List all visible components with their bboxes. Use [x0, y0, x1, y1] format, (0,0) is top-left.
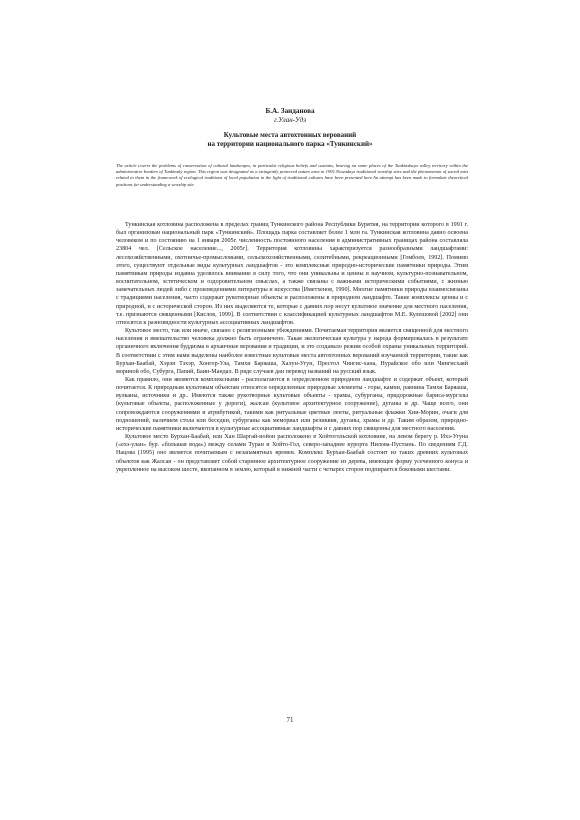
abstract: The article covers the problems of conservation of cultural landscapes, in particular religious beliefs and customs, bearing on some places of the Tunkinskaya valley territory within the administrative borders of Tunkinsky region. This region was designated as a stringently protected nature area in 1991.Nowadays traditional worship sites and the phenomenon of sacral mist related to them in the framework of ecological traditions of local population in the light of traditional cultures have been presented here.An attempt has been made to formulate theoretical positions for understanding a worship site.: [116, 163, 468, 187]
body-paragraph-2: Культовое место, так или иначе, связано с религиозными убеждениями. Почитаемая территория является священной для местного населения и вмешательство человека должно быть ограничено. Такая экологическая культура у народа формировалась в результате органичного включения буддизма в архаичные верования и традиции, и это создавало режим особой охраны уникальных территорий. В соответствии с этим нами выделены наиболее известные культовые места автохтонных верований изучаемой территории, такие как Бурхан-Баабай, Хэрэн Тэхэр, Хонгор-Ула, Тамхи Баряаша, Халун-Угун, Престол Чингис-хана, Нурайское обо или Чингисхаяй мориной обо, Субурга, Папий, Баин-Мандал. В ряде случаев дан перевод названий на русский язык.: [116, 328, 468, 375]
author-name: Б.А. Занданова: [265, 107, 315, 115]
body-paragraph-1: Тункинская котловина расположена в пределах границ Тункинского района Республики Бурятия, на территории которого в 1991 г. был организован национальный парк «Тункинский». Площадь парка составляет более 1 млн га. Тункинская котловина давно освоена человеком и по состоянию на 1 января 2005г. численность постоянного населения в административных границах района составляла 23804 чел. [Сельское население..., 2005г]. Территория котловины характеризуется разнообразными ландшафтами: лесохозяйственными, охотничье-промысловыми, сельскохозяйственными, селитебными, рекреационными [Гомбоев, 1992]. Помимо этого, существуют отдельные виды культурных ландшафтов - это комплексные природно-исторические памятники природы. Этим памятникам природы издавна уделялось внимание в силу того, что они уникальны и ценны в научном, культурно-познавательном, воспитательном, эстетическом и оздоровительном смыслах, а также связаны с важными историческими событиями, с жизнью замечательных людей либо с произведениями литературы и искусства [Иметхенов, 1990]. Многие памятники природы взаимосвязаны с традициями населения, часто содержат рукотворные объекты и расположены в природном ландшафте. Такие комплексы ценны и с природной, и с исторической сторон. Из них выделяются те, которые с давних пор несут культовое значение для местного населения, т.е. признаются священными [Кислов, 1999]. В соответствии с классификацией культурных ландшафтов М.Е. Кулешовой [2002] они относятся к разновидности культурных ассоциативных ландшафтов.: [116, 222, 468, 326]
article-title-line-2: на территории национального парка «Тункинский»: [207, 139, 373, 148]
body-paragraph-3: Как правило, они являются комплексными - располагаются в определенном природном ландшафте и содержат объект, который почитается. К природным культовым объектам относятся определенные природные элементы - горы, камни, равнина Тамхи Баряаша, вулканы, источники и др.. Имеются также рукотворные культовые объекты - храмы, субурганы, придорожные бариса-мургэлы (культовые объекты, расположенные у дороги), жалсан (культовое архитектурное сооружение), дуганы и др. Чаще всего, они сопровождаются сооружениями и атрибутикой, такими как ритуальные цветные ленты, ритуальные флажки Хии-Морин, очаги для подношений, наличием стола или беседки, субурганы как мемориал или реликвия, дуганы, храмы и др. Таким образом, природно-исторические памятники включаются в культурные ассоциативные ландшафты и с давних пор священны для местного населения.: [116, 376, 468, 432]
article-title-line-1: Культовые места автохтонных верований: [223, 131, 357, 139]
body-paragraph-4: Культовое место Бурхан-Баабай, или Хан Шаргай-нойон расположено в Хойтогольской котловине, на левом берегу р. Ихэ-Угуна («ехэ-улан» бур. «большая вода») между селами Туран и Хойто-Гол, северо-западнее курорта Нилова-Пустынь. По сведениям Г.Д. Нацова (1995) оно является почитаемым с незапамятных времен. Комплекс Бурхан-Баабай состоит из таких древних культовых объектов как Жалсан - он представляет собой старинное архитектурное сооружение из дерева, имеющее форму усеченного конуса и укрепленное на высоком шесте, вкопанном в землю, который в нижней части с четырех сторон подпирается боковыми шестами.: [116, 434, 468, 473]
page-number: 71: [286, 716, 294, 724]
author-city: г.Улан-Удэ: [273, 116, 307, 124]
article-body: [116, 221, 468, 474]
article-title: [0, 131, 580, 148]
